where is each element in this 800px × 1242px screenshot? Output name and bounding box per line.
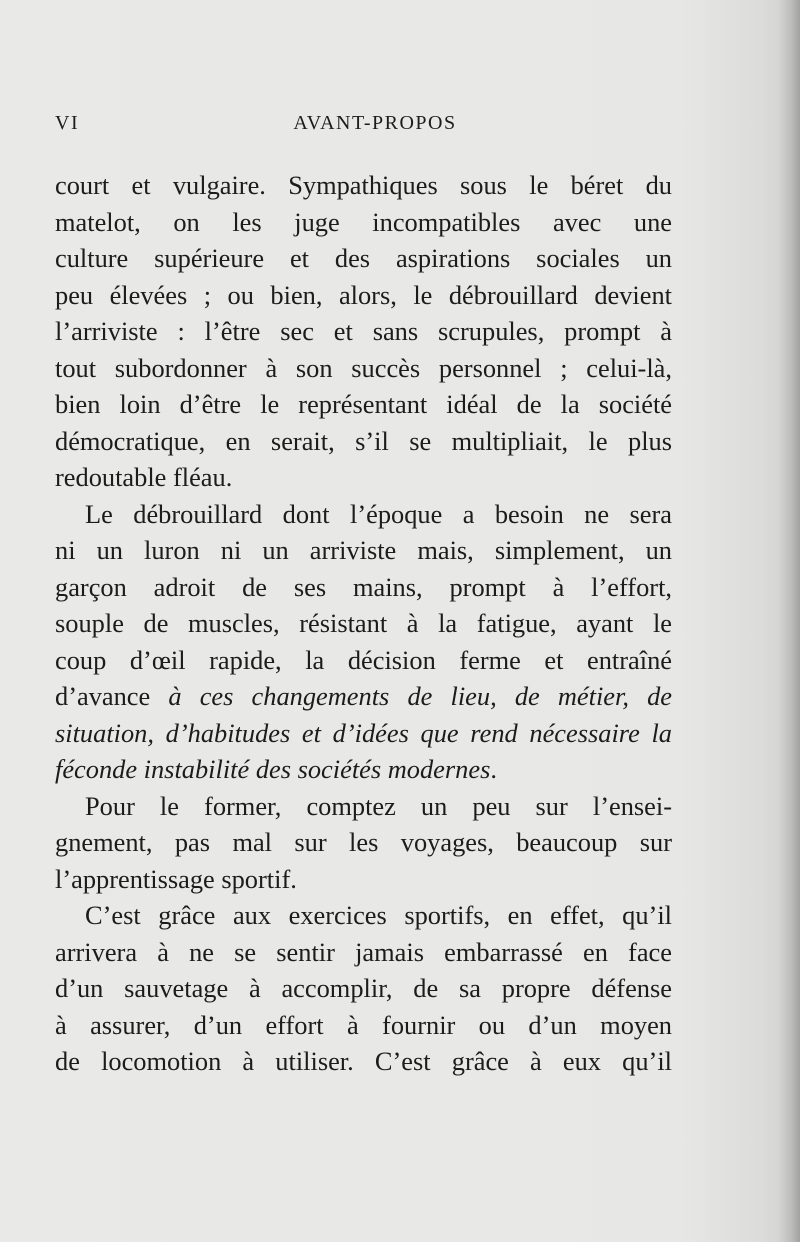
text-line: Le débrouillard dont l’époque a besoin ne sera <box>85 498 672 529</box>
text-line: l’apprentissage sportif. <box>55 863 297 894</box>
text-line: gnement, pas mal sur les voyages, beaucoup sur <box>55 827 672 857</box>
text-line: Pour le former, comptez un peu sur l’ensei- <box>85 790 672 821</box>
page-number: VI <box>55 112 80 134</box>
text-line: culture supérieure et des aspirations sociales un <box>55 243 672 273</box>
text-line: de locomotion à utiliser. C’est grâce à eux qu’il <box>55 1046 672 1076</box>
text-line: garçon adroit de ses mains, prompt à l’effort, <box>55 571 672 602</box>
text-line: d’un sauvetage à accomplir, de sa propre défense <box>55 973 672 1003</box>
text-line: à assurer, d’un effort à fournir ou d’un moyen <box>55 1009 672 1040</box>
text-line: ni un luron ni un arriviste mais, simplement, un <box>55 535 672 565</box>
text-line: l’arriviste : l’être sec et sans scrupules, prompt à <box>55 316 672 346</box>
text-line: souple de muscles, résistant à la fatigue, ayant le <box>55 608 672 638</box>
text-line: d’avance à ces changements de lieu, de métier, de <box>55 681 673 711</box>
running-title: AVANT-PROPOS <box>293 112 457 134</box>
text-line: féconde instabilité des sociétés modernes. <box>55 754 497 784</box>
running-head <box>55 112 695 142</box>
text-line: démocratique, en serait, s’il se multipliait, le plus <box>55 425 672 456</box>
text-line: peu élevées ; ou bien, alors, le débrouillard devient <box>55 279 672 310</box>
text-line: matelot, on les juge incompatibles avec une <box>55 206 672 237</box>
text-line: coup d’œil rapide, la décision ferme et entraîné <box>55 644 672 675</box>
text-line: redoutable fléau. <box>55 462 233 492</box>
body-text <box>55 167 672 1080</box>
text-line: court et vulgaire. Sympathiques sous le béret du <box>55 170 672 200</box>
text-line: tout subordonner à son succès personnel ; celui-là, <box>55 352 672 383</box>
text-line: situation, d’habitudes et d’idées que rend nécessaire la <box>55 717 672 748</box>
text-line: arrivera à ne se sentir jamais embarrassé en face <box>55 936 672 967</box>
text-line: bien loin d’être le représentant idéal de la société <box>55 389 672 419</box>
page-edge-shadow <box>778 0 800 1242</box>
text-line: C’est grâce aux exercices sportifs, en effet, qu’il <box>85 900 672 930</box>
